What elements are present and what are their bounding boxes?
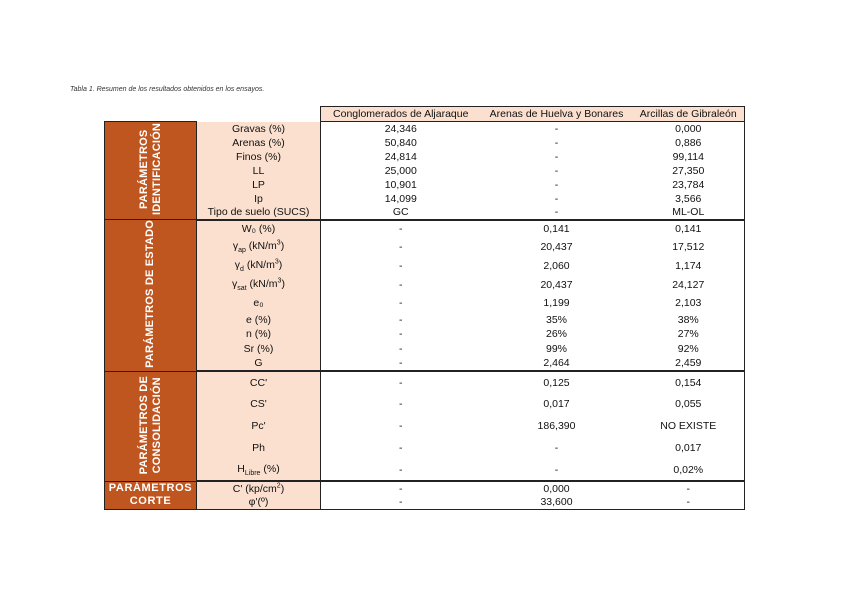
parameter-label bbox=[197, 237, 321, 256]
value-cell: NO EXISTE bbox=[633, 415, 745, 437]
parameter-text: e₀ bbox=[253, 297, 264, 310]
section-title bbox=[105, 371, 197, 481]
value-cell: - bbox=[554, 150, 559, 163]
table-row bbox=[105, 122, 745, 136]
parameter-label bbox=[197, 178, 321, 192]
section-title-line: PARÁMETROS bbox=[108, 482, 193, 495]
parameter-text: G bbox=[254, 357, 263, 370]
column-header: Conglomerados de Aljaraque bbox=[321, 107, 481, 122]
value-cell: - bbox=[554, 192, 559, 205]
value-cell: 0,886 bbox=[633, 136, 745, 150]
value-cell: 1,174 bbox=[633, 256, 745, 275]
value-cell: 27,350 bbox=[633, 164, 745, 178]
value-cell: GC bbox=[321, 206, 481, 220]
parameter-text: n (%) bbox=[245, 328, 272, 341]
value-cell: - bbox=[399, 278, 403, 291]
value-cell: - bbox=[399, 420, 403, 433]
table-row bbox=[105, 192, 745, 206]
value-cell: - bbox=[399, 240, 403, 253]
header-blank bbox=[105, 107, 197, 122]
column-header: Arcillas de Gibraleón bbox=[633, 107, 745, 122]
value-cell: 0,02% bbox=[633, 459, 745, 481]
table-row bbox=[105, 312, 745, 327]
value-cell: 0,017 bbox=[633, 437, 745, 459]
parameter-label bbox=[197, 122, 321, 136]
value-cell: 17,512 bbox=[633, 237, 745, 256]
parameter-text: $\gamma_{sat}$ $(kN/m^3)$ bbox=[232, 277, 285, 293]
parameter-text: e (%) bbox=[245, 313, 272, 326]
value-cell: 0,125 bbox=[543, 376, 570, 389]
parameter-text: Ip bbox=[254, 192, 263, 205]
parameter-label bbox=[197, 294, 321, 312]
value-cell: - bbox=[399, 343, 403, 356]
table-row bbox=[105, 237, 745, 256]
section-title-line: PARÁMETROS bbox=[137, 129, 150, 209]
parameter-text: Sr (%) bbox=[243, 343, 274, 356]
value-cell: 0,141 bbox=[633, 220, 745, 238]
table-row bbox=[105, 393, 745, 415]
value-cell: 10,901 bbox=[384, 178, 417, 191]
value-cell: 0,141 bbox=[543, 222, 570, 235]
value-cell: 38% bbox=[633, 312, 745, 327]
table-row bbox=[105, 437, 745, 459]
section-title-line: IDENTIFICACIÓN bbox=[150, 122, 163, 216]
parameter-label bbox=[197, 393, 321, 415]
table-row bbox=[105, 220, 745, 238]
parameter-text: LL bbox=[252, 164, 265, 177]
column-header: Arenas de Huelva y Bonares bbox=[481, 107, 633, 122]
value-cell: 14,099 bbox=[384, 192, 417, 205]
table-row bbox=[105, 150, 745, 164]
parameter-text: W₀ (%) bbox=[241, 222, 276, 235]
value-cell: 1,199 bbox=[543, 297, 570, 310]
value-cell: - bbox=[321, 459, 481, 481]
parameter-text: C' $(kp/cm^2)$ bbox=[232, 482, 285, 496]
value-cell: 33,600 bbox=[481, 495, 633, 509]
parameter-label bbox=[197, 459, 321, 481]
parameter-text: $\gamma_d$ $(kN/m^3)$ bbox=[234, 258, 283, 274]
parameter-label bbox=[197, 275, 321, 294]
parameter-label bbox=[197, 495, 321, 509]
table-row bbox=[105, 327, 745, 342]
parameter-label bbox=[197, 481, 321, 495]
value-cell: 3,566 bbox=[633, 192, 745, 206]
parameter-label bbox=[197, 415, 321, 437]
value-cell: - bbox=[399, 328, 403, 341]
parameter-text: $\gamma_{ap}$ $(kN/m^3)$ bbox=[232, 239, 285, 255]
parameter-label bbox=[197, 136, 321, 150]
value-cell: 0,055 bbox=[633, 393, 745, 415]
value-cell: - bbox=[321, 495, 481, 509]
parameter-text: Finos (%) bbox=[236, 150, 281, 163]
parameter-label bbox=[197, 150, 321, 164]
table-caption: Tabla 1. Resumen de los resultados obtenidos en los ensayos. bbox=[70, 86, 265, 93]
section-title bbox=[105, 220, 197, 372]
value-cell: - bbox=[399, 259, 403, 272]
value-cell: 27% bbox=[633, 327, 745, 342]
section-title-line: CONSOLIDACIÓN bbox=[150, 376, 163, 473]
value-cell: 25,000 bbox=[384, 164, 417, 177]
table-row bbox=[105, 415, 745, 437]
value-cell: 99,114 bbox=[633, 150, 745, 164]
table-row bbox=[105, 481, 745, 495]
value-cell: 2,464 bbox=[481, 357, 633, 372]
value-cell: 0,000 bbox=[633, 122, 745, 136]
value-cell: - bbox=[481, 206, 633, 220]
parameter-text: Arenas (%) bbox=[232, 136, 285, 149]
table-row bbox=[105, 275, 745, 294]
value-cell: - bbox=[399, 376, 403, 389]
value-cell: 23,784 bbox=[633, 178, 745, 192]
parameter-label bbox=[197, 192, 321, 206]
parameter-label bbox=[197, 164, 321, 178]
parameter-label bbox=[197, 327, 321, 342]
parameter-text: CC' bbox=[249, 376, 268, 389]
parameter-label bbox=[197, 206, 321, 220]
value-cell: - bbox=[554, 122, 559, 135]
value-cell: 0,154 bbox=[633, 371, 745, 393]
table-row bbox=[105, 136, 745, 150]
value-cell: 0,000 bbox=[543, 482, 570, 495]
parameter-text: $H_{Libre}$ (%) bbox=[237, 462, 280, 477]
header-row bbox=[105, 107, 745, 122]
parameter-label bbox=[197, 371, 321, 393]
parameter-label bbox=[197, 437, 321, 459]
table-row bbox=[105, 357, 745, 372]
table-row bbox=[105, 164, 745, 178]
value-cell: 20,437 bbox=[540, 278, 573, 291]
parameter-text: CS' bbox=[250, 398, 267, 411]
value-cell: - bbox=[399, 297, 403, 310]
value-cell: - bbox=[633, 481, 745, 495]
value-cell: - bbox=[554, 442, 559, 455]
value-cell: 2,459 bbox=[633, 357, 745, 372]
table-row bbox=[105, 256, 745, 275]
table-row bbox=[105, 495, 745, 509]
value-cell: - bbox=[399, 313, 403, 326]
results-table bbox=[104, 106, 745, 510]
value-cell: 99% bbox=[545, 343, 567, 356]
parameter-text: LP bbox=[252, 178, 265, 191]
value-cell: 92% bbox=[633, 342, 745, 357]
value-cell: 0,017 bbox=[543, 398, 570, 411]
table-row bbox=[105, 459, 745, 481]
value-cell: 35% bbox=[545, 313, 567, 326]
value-cell: - bbox=[399, 442, 403, 455]
value-cell: ML-OL bbox=[633, 206, 745, 220]
section-title bbox=[105, 122, 197, 220]
parameter-label bbox=[197, 312, 321, 327]
value-cell: - bbox=[321, 357, 481, 372]
value-cell: - bbox=[633, 495, 745, 509]
value-cell: 50,840 bbox=[384, 136, 417, 149]
table-row bbox=[105, 342, 745, 357]
section-title-line: PARÁMETROS DE ESTADO bbox=[144, 220, 156, 368]
parameter-text: Pc' bbox=[251, 420, 266, 433]
parameter-text: Gravas (%) bbox=[231, 122, 286, 135]
section-title-line: PARÁMETROS DE bbox=[137, 375, 150, 474]
parameter-label bbox=[197, 256, 321, 275]
value-cell: 20,437 bbox=[540, 240, 573, 253]
table-row bbox=[105, 178, 745, 192]
parameter-text: Tipo de suelo (SUCS) bbox=[207, 206, 310, 218]
value-cell: - bbox=[399, 482, 403, 495]
value-cell: - bbox=[554, 136, 559, 149]
section-title-line: CORTE bbox=[129, 495, 172, 508]
value-cell: 24,814 bbox=[384, 150, 417, 163]
value-cell: 24,127 bbox=[633, 275, 745, 294]
section-title bbox=[105, 481, 197, 509]
table-row bbox=[105, 206, 745, 220]
value-cell: - bbox=[554, 164, 559, 177]
value-cell: 2,060 bbox=[543, 259, 570, 272]
value-cell: 2,103 bbox=[633, 294, 745, 312]
value-cell: 26% bbox=[545, 328, 567, 341]
value-cell: 186,390 bbox=[537, 420, 576, 433]
value-cell: - bbox=[554, 178, 559, 191]
table-row bbox=[105, 294, 745, 312]
value-cell: - bbox=[399, 398, 403, 411]
value-cell: - bbox=[399, 222, 403, 235]
parameter-label bbox=[197, 220, 321, 238]
parameter-label bbox=[197, 357, 321, 372]
parameter-label bbox=[197, 342, 321, 357]
table-row bbox=[105, 371, 745, 393]
parameter-text: Ph bbox=[252, 442, 265, 455]
value-cell: - bbox=[481, 459, 633, 481]
value-cell: 24,346 bbox=[384, 122, 417, 135]
header-blank bbox=[197, 107, 321, 122]
parameter-text: φ'(º) bbox=[248, 496, 269, 509]
